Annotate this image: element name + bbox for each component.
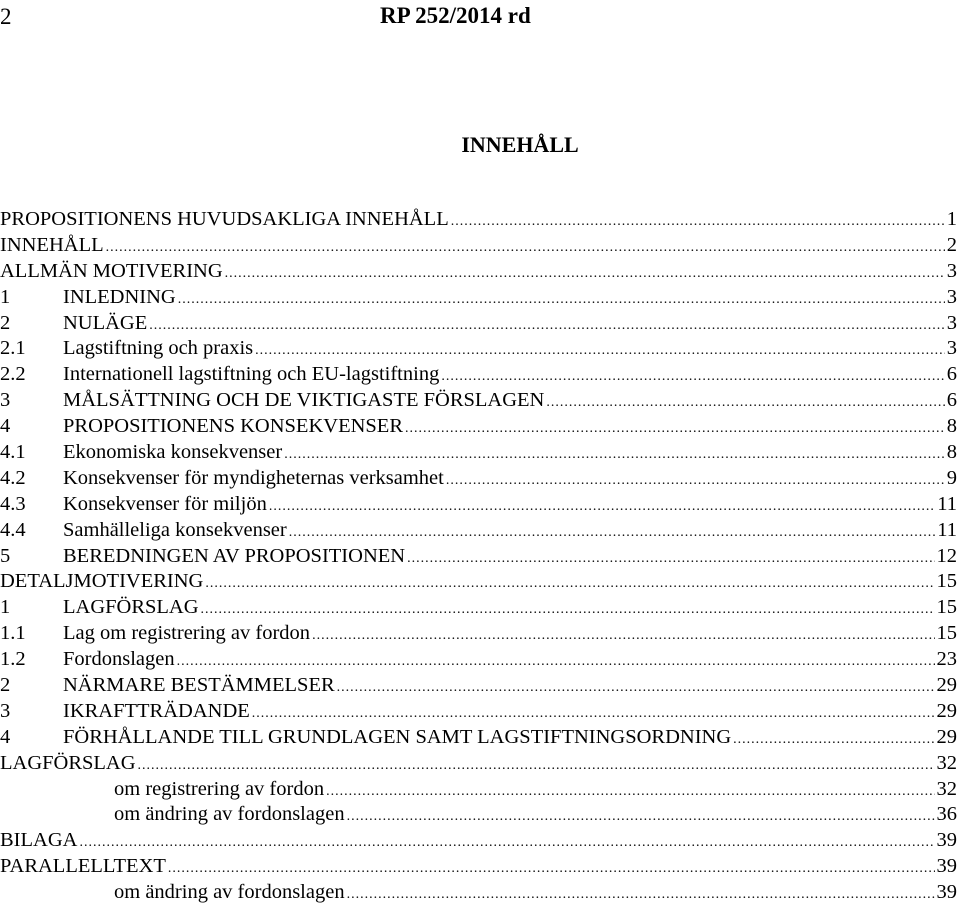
toc-dot-leader — [138, 753, 935, 779]
toc-heading: INNEHÅLL — [461, 132, 579, 157]
toc-entry-number: 4.4 — [0, 518, 26, 541]
toc-entry-title: DETALJMOTIVERING — [0, 570, 204, 593]
toc-entry-number: 5 — [0, 544, 11, 567]
toc-entry-title: PARALLELLTEXT — [0, 855, 166, 878]
toc-entry-number: 2.2 — [0, 363, 26, 386]
toc-entry-number: 1.2 — [0, 648, 26, 671]
toc-entry-page: 36 — [936, 803, 957, 826]
toc-entry-title: Ekonomiska konsekvenser — [63, 441, 283, 464]
toc-dot-leader — [546, 390, 944, 416]
toc-dot-leader — [451, 209, 945, 235]
toc-dot-leader — [205, 571, 934, 597]
toc-entry[interactable] — [0, 207, 957, 233]
toc-entry-title: NULÄGE — [63, 311, 148, 334]
toc-dot-leader — [225, 261, 945, 287]
toc-entry[interactable] — [0, 285, 957, 311]
toc-entry-page: 29 — [936, 699, 957, 722]
toc-entry-number: 2.1 — [0, 337, 26, 360]
toc-entry-page: 2 — [946, 233, 957, 256]
toc-entry[interactable] — [0, 569, 957, 595]
toc-entry[interactable] — [0, 777, 957, 803]
toc-dot-leader — [168, 856, 935, 882]
toc-dot-leader — [255, 338, 945, 364]
toc-entry[interactable] — [0, 647, 957, 673]
toc-entry[interactable] — [0, 854, 957, 880]
toc-entry-page: 32 — [936, 751, 957, 774]
toc-entry[interactable] — [0, 259, 957, 285]
toc-entry-page: 3 — [946, 337, 957, 360]
toc-entry-title: Samhälleliga konsekvenser — [63, 518, 287, 541]
toc-entry-page: 15 — [936, 622, 957, 645]
toc-dot-leader — [106, 235, 945, 261]
toc-entry-number: 2 — [0, 311, 11, 334]
toc-entry-title: BEREDNINGEN AV PROPOSITIONEN — [63, 544, 406, 567]
toc-entry[interactable] — [0, 673, 957, 699]
toc-entry[interactable] — [0, 233, 957, 259]
toc-entry-page: 15 — [936, 570, 957, 593]
toc-entry-page: 9 — [946, 466, 957, 489]
toc-entry[interactable] — [0, 621, 957, 647]
toc-entry-title: om ändring av fordonslagen — [114, 803, 345, 826]
toc-entry[interactable] — [0, 388, 957, 414]
toc-entry-title: BILAGA — [0, 829, 78, 852]
toc-dot-leader — [79, 830, 934, 856]
toc-entry-number: 4 — [0, 415, 11, 438]
toc-entry-title: LAGFÖRSLAG — [63, 596, 199, 619]
toc-dot-leader — [446, 468, 945, 494]
toc-entry-number: 2 — [0, 674, 11, 697]
toc-entry[interactable] — [0, 414, 957, 440]
toc-entry-page: 39 — [936, 881, 957, 904]
toc-entry[interactable] — [0, 336, 957, 362]
toc-entry[interactable] — [0, 466, 957, 492]
toc-entry-page: 8 — [946, 441, 957, 464]
toc-entry-title: Konsekvenser för miljön — [63, 492, 267, 515]
toc-entry-title: MÅLSÄTTNING OCH DE VIKTIGASTE FÖRSLAGEN — [63, 389, 545, 412]
toc-entry-page: 15 — [936, 596, 957, 619]
toc-entry-number: 3 — [0, 389, 11, 412]
toc-entry-page: 11 — [937, 518, 957, 541]
toc-dot-leader — [289, 520, 936, 546]
toc-dot-leader — [269, 494, 935, 520]
toc-entry[interactable] — [0, 311, 957, 337]
toc-entry[interactable] — [0, 440, 957, 466]
toc-dot-leader — [201, 597, 935, 623]
toc-entry-number: 3 — [0, 699, 11, 722]
toc-entry-page: 6 — [946, 363, 957, 386]
toc-entry-number: 1 — [0, 285, 11, 308]
toc-entry-number: 1 — [0, 596, 11, 619]
toc-entry-page: 11 — [937, 492, 957, 515]
toc-entry-title: om registrering av fordon — [114, 777, 325, 800]
toc-entry[interactable] — [0, 880, 957, 906]
toc-entry[interactable] — [0, 595, 957, 621]
toc-entry-title: NÄRMARE BESTÄMMELSER — [63, 674, 335, 697]
toc-entry-title: Internationell lagstiftning och EU-lagstiftning — [63, 363, 440, 386]
toc-dot-leader — [347, 882, 935, 908]
toc-dot-leader — [252, 701, 935, 727]
toc-dot-leader — [337, 675, 935, 701]
toc-entry-number: 4.3 — [0, 492, 26, 515]
toc-entry-page: 3 — [946, 259, 957, 282]
toc-entry-title: om ändring av fordonslagen — [114, 881, 345, 904]
toc-entry[interactable] — [0, 699, 957, 725]
toc-entry[interactable] — [0, 802, 957, 828]
toc-dot-leader — [177, 649, 935, 675]
toc-entry[interactable] — [0, 828, 957, 854]
toc-entry-page: 39 — [936, 855, 957, 878]
table-of-contents — [0, 207, 957, 906]
toc-entry-title: PROPOSITIONENS HUVUDSAKLIGA INNEHÅLL — [0, 208, 449, 230]
toc-dot-leader — [284, 442, 945, 468]
toc-entry[interactable] — [0, 725, 957, 751]
toc-entry[interactable] — [0, 362, 957, 388]
toc-entry[interactable] — [0, 518, 957, 544]
toc-entry-title: Lagstiftning och praxis — [63, 337, 254, 360]
toc-dot-leader — [149, 313, 944, 339]
toc-dot-leader — [178, 287, 945, 313]
toc-entry-page: 29 — [936, 725, 957, 748]
toc-entry[interactable] — [0, 492, 957, 518]
toc-entry-title: Konsekvenser för myndigheternas verksamhet — [63, 466, 444, 489]
toc-entry-page: 6 — [946, 389, 957, 412]
toc-entry-title: ALLMÄN MOTIVERING — [0, 259, 223, 282]
toc-entry-page: 12 — [936, 544, 957, 567]
toc-entry-page: 29 — [936, 674, 957, 697]
toc-entry-page: 23 — [936, 648, 957, 671]
toc-entry-title: LAGFÖRSLAG — [0, 751, 136, 774]
toc-entry-title: INLEDNING — [63, 285, 176, 308]
toc-entry-page: 39 — [936, 829, 957, 852]
page-number: 2 — [0, 4, 12, 29]
toc-entry-number: 1.1 — [0, 622, 26, 645]
toc-entry-title: INNEHÅLL — [0, 233, 104, 256]
toc-dot-leader — [407, 546, 934, 572]
toc-entry[interactable] — [0, 751, 957, 777]
toc-entry-title: PROPOSITIONENS KONSEKVENSER — [63, 415, 403, 438]
toc-entry-number: 4 — [0, 725, 11, 748]
toc-entry-title: Fordonslagen — [63, 648, 175, 671]
toc-dot-leader — [326, 779, 934, 805]
toc-dot-leader — [405, 416, 945, 442]
toc-dot-leader — [733, 727, 934, 753]
toc-entry-page: 3 — [946, 311, 957, 334]
toc-entry-page: 32 — [936, 777, 957, 800]
toc-entry-page: 1 — [946, 208, 957, 230]
toc-entry-title: IKRAFTTRÄDANDE — [63, 699, 250, 722]
toc-entry-number: 4.2 — [0, 466, 26, 489]
toc-dot-leader — [312, 623, 934, 649]
toc-entry-page: 8 — [946, 415, 957, 438]
toc-entry-title: Lag om registrering av fordon — [63, 622, 311, 645]
toc-entry-title: FÖRHÅLLANDE TILL GRUNDLAGEN SAMT LAGSTIFTNINGSORDNING — [63, 725, 732, 748]
toc-dot-leader — [441, 364, 944, 390]
toc-entry[interactable] — [0, 544, 957, 570]
toc-entry-number: 4.1 — [0, 441, 26, 464]
document-id: RP 252/2014 rd — [380, 3, 531, 28]
toc-dot-leader — [347, 804, 935, 830]
toc-entry-page: 3 — [946, 285, 957, 308]
